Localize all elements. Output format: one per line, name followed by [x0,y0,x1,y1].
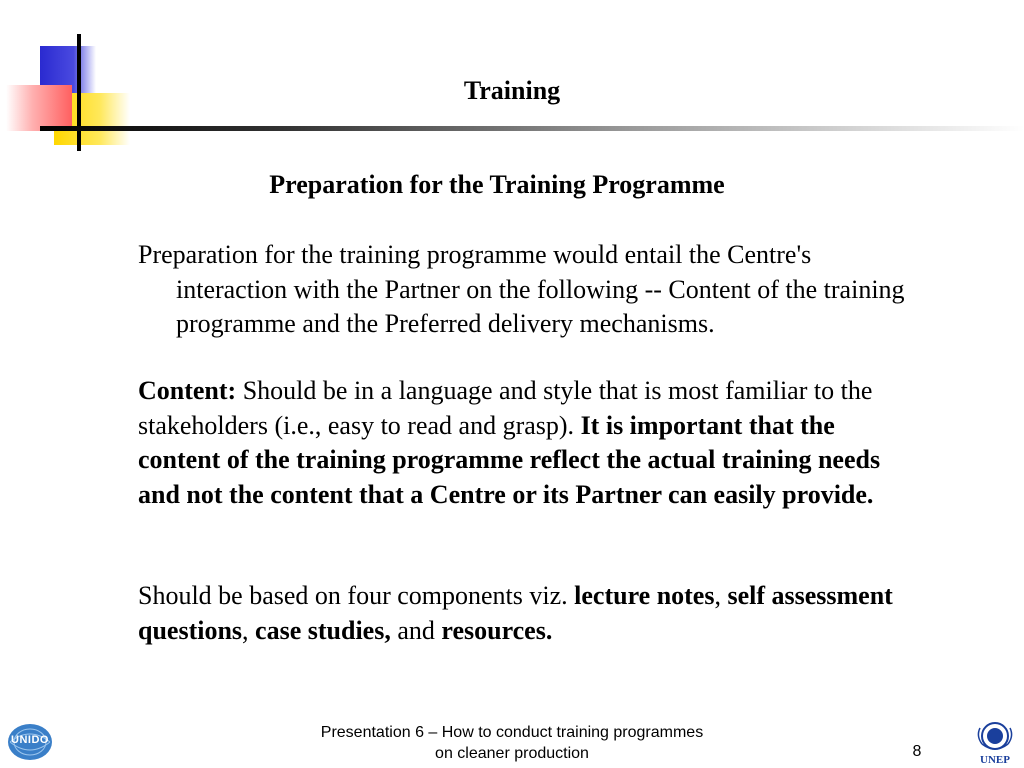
unep-logo-text: UNEP [980,754,1010,766]
unep-logo-icon [972,720,1018,768]
component-case-studies: case studies, [255,615,391,645]
components-separator: , [242,615,256,645]
component-resources: resources. [441,615,553,645]
paragraph-components [138,579,918,648]
page-number: 8 [912,743,922,760]
footer-line-2: on cleaner production [435,745,589,762]
components-separator: and [390,615,442,645]
component-self-assessment: self assessment questions [138,581,893,645]
footer-line-1: Presentation 6 – How to conduct training programmes [320,724,704,741]
components-intro: Should be based on four components viz. [138,581,575,610]
slide-subtitle: Preparation for the Training Programme [269,170,725,199]
components-separator: , [714,581,728,610]
unido-logo-icon [6,722,54,762]
title-underline [40,126,1024,131]
paragraph-preparation: Preparation for the training programme would entail the Centre's interaction with the Partner on the following -- Content of the training programme and the Preferred delivery mechanisms. [138,240,905,338]
footer-caption [260,722,764,764]
unido-logo-text: UNIDO [11,734,49,746]
content-emphasis: It is important that the content of the training programme reflect the actual training needs and not the content that a Centre or its Partner can easily provide. [138,410,881,509]
component-lecture-notes: lecture notes [574,581,715,610]
content-label: Content: [138,376,237,405]
paragraph-content [138,374,918,512]
content-text: Should be in a language and style that is most familiar to the stakeholders (i.e., easy to read and grasp). [138,376,873,440]
slide-title: Training [463,76,561,105]
